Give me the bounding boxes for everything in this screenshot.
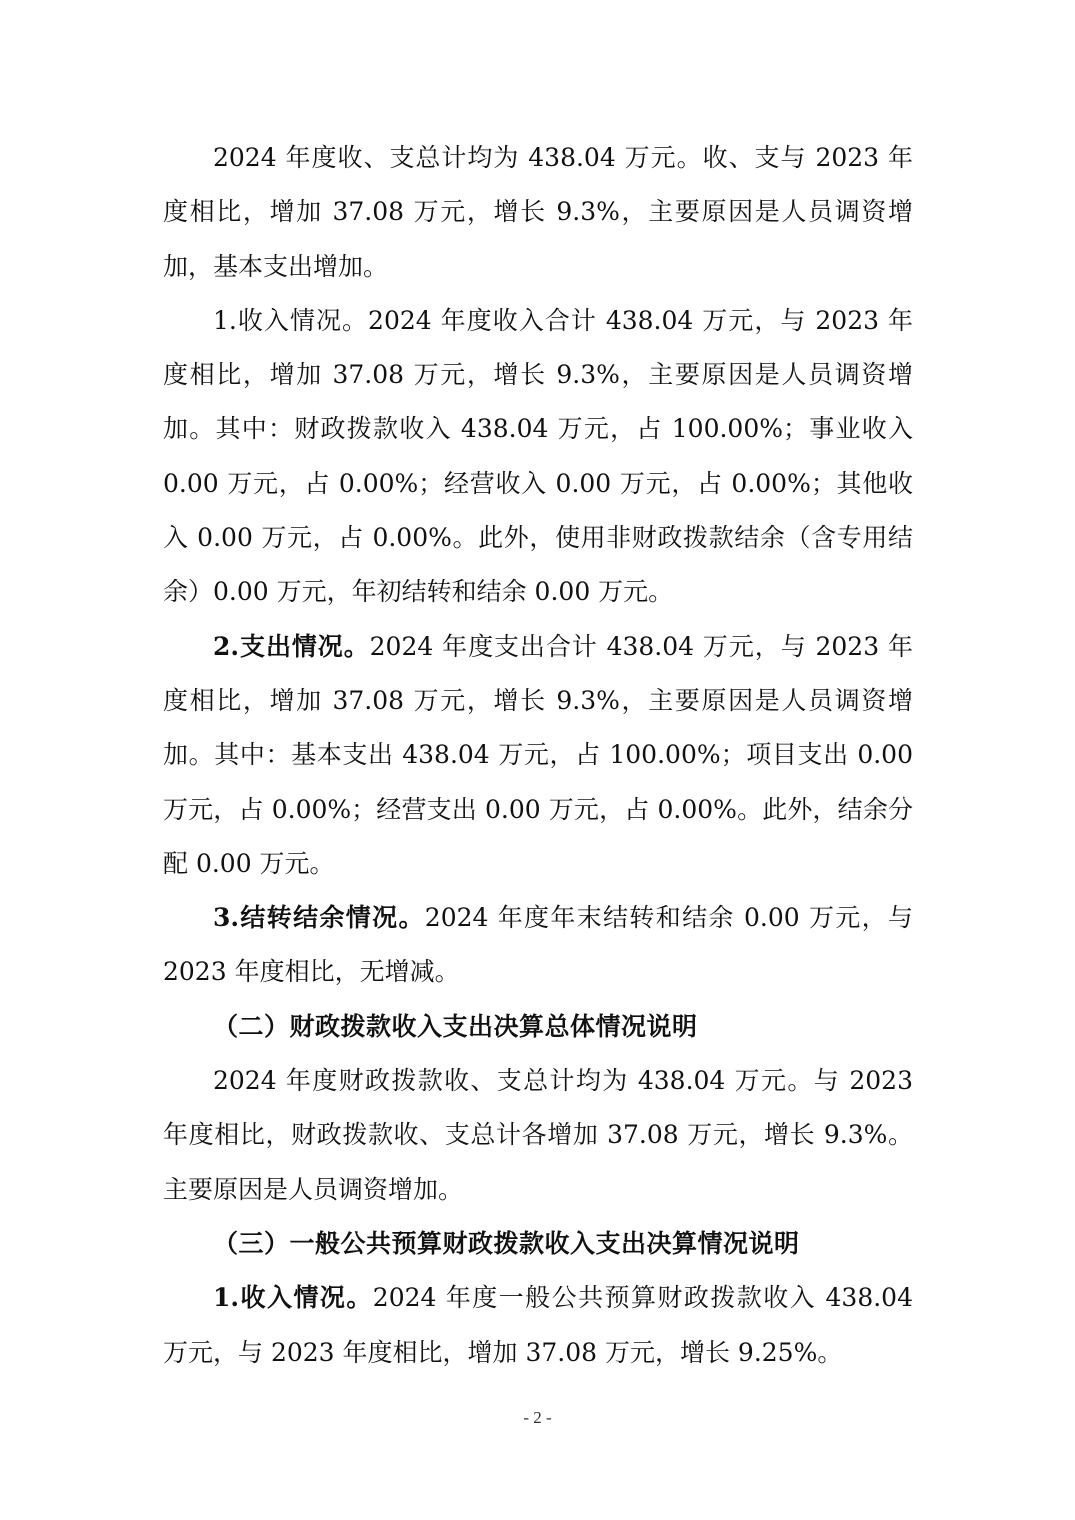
paragraph-lead: 3.结转结余情况。 <box>213 903 425 933</box>
paragraph-carryover <box>163 891 913 1000</box>
document-body <box>163 131 913 1380</box>
page-number: - 2 - <box>523 1408 552 1427</box>
paragraph-general-budget-income <box>163 1271 913 1380</box>
paragraph-lead: 1.收入情况。 <box>213 1283 373 1313</box>
paragraph-text: 1.收入情况。2024 年度收入合计 438.04 万元，与 2023 年度相比，增加 37.08 万元，增长 9.3%，主要原因是人员调资增加。其中：财政拨款收入 438.04 万元，占 100.00%；事业收入 0.00 万元，占 0.00%；经营收入 0.00 万元，占 0.00%；其他收入 0.00 万元，占 0.00%。此外，使用非财政拨款结余（含专用结余）0.00 万元，年初结转和结余 0.00 万元。 <box>163 305 913 607</box>
section-heading-3: （三）一般公共预算财政拨款收入支出决算情况说明 <box>213 1228 800 1258</box>
paragraph-totals <box>163 131 913 294</box>
paragraph-text: 2024 年度支出合计 438.04 万元，与 2023 年度相比，增加 37.08 万元，增长 9.3%，主要原因是人员调资增加。其中：基本支出 438.04 万元，占 100.00%；项目支出 0.00 万元，占 0.00%；经营支出 0.00 万元，占 0.00%。此外，结余分配 0.00 万元。 <box>163 631 913 878</box>
paragraph-text: 2024 年度年末结转和结余 0.00 万元，与 2023 年度相比，无增减。 <box>163 903 913 987</box>
paragraph-text: 2024 年度一般公共预算财政拨款收入 438.04 万元，与 2023 年度相比，增加 37.08 万元，增长 9.25%。 <box>163 1283 913 1367</box>
paragraph-fiscal-totals: 2024 年度财政拨款收、支总计均为 438.04 万元。与 2023 年度相比，财政拨款收、支总计各增加 37.08 万元，增长 9.3%。主要原因是人员调资增加。 <box>163 1066 913 1204</box>
paragraph-text: 2024 年度收、支总计均为 438.04 万元。收、支与 2023 年度相比，增加 37.08 万元，增长 9.3%，主要原因是人员调资增加，基本支出增加。 <box>163 143 913 281</box>
paragraph-expenditure <box>163 620 913 891</box>
paragraph-lead: 2.支出情况。 <box>213 631 370 661</box>
paragraph-income <box>163 294 913 620</box>
section-heading-2: （二）财政拨款收入支出决算总体情况说明 <box>213 1011 698 1041</box>
